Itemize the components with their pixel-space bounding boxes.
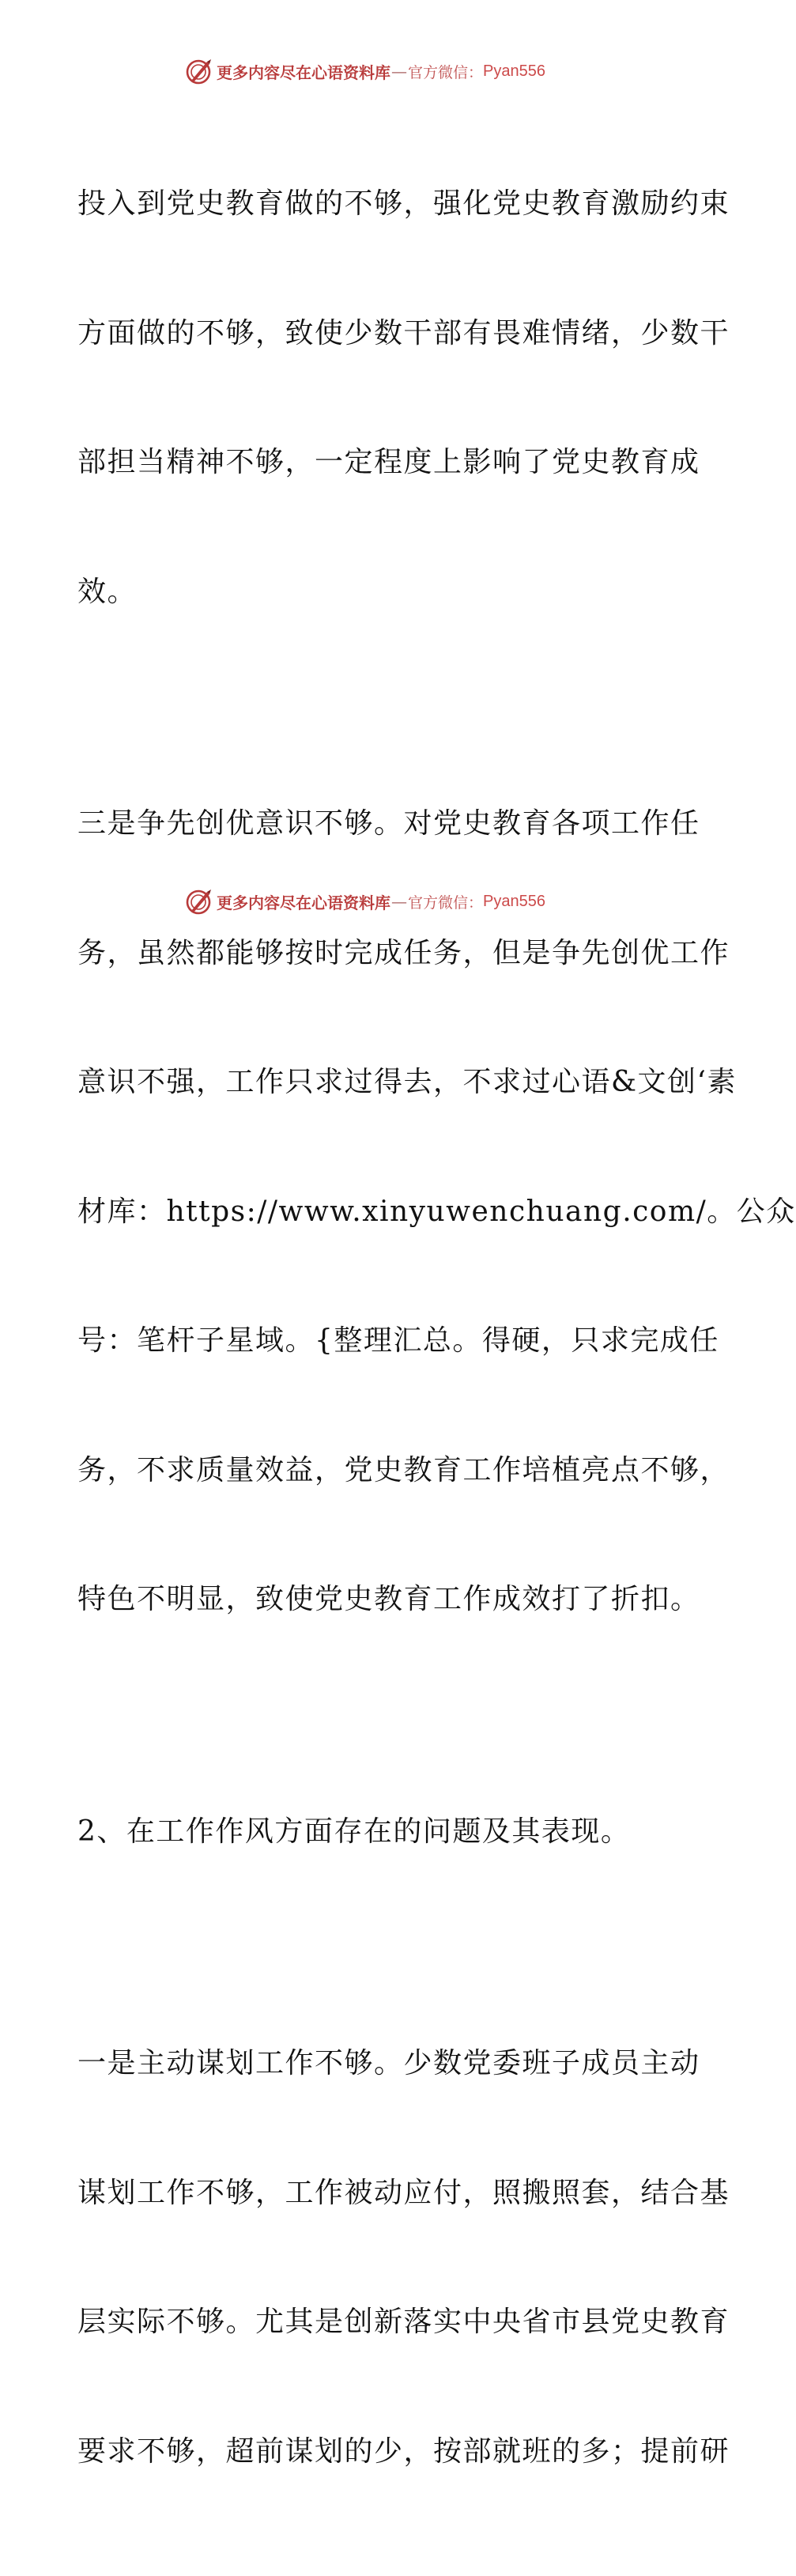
text-line: 务，不求质量效益，党史教育工作培植亮点不够，: [77, 1453, 730, 1486]
text-line: 谋划工作不够，工作被动应付，照搬照套，结合基: [77, 2176, 730, 2209]
document-body: [77, 96, 796, 2576]
text-line: 务，虽然都能够按时完成任务，但是争先创优工作: [77, 936, 730, 969]
pen-logo-icon: [185, 57, 213, 85]
text-line: 特色不明显，致使党史教育工作成效打了折扣。: [77, 1583, 700, 1615]
text-line: 层实际不够。尤其是创新落实中央省市县党史教育: [77, 2306, 730, 2338]
text-line: 投入到党史教育做的不够，强化党史教育激励约束: [77, 187, 730, 220]
text-line: 2、在工作作风方面存在的问题及其表现。: [77, 1815, 631, 1848]
text-line: 三是争先创优意识不够。对党史教育各项工作任: [77, 807, 700, 840]
wechat-id: Pyan556: [483, 892, 545, 910]
banner-dash: —: [391, 62, 407, 81]
text-line: 效。: [77, 575, 138, 608]
banner-text: 更多内容尽在心语资料库: [217, 893, 390, 912]
paragraph: [77, 1724, 678, 1940]
text-line: 部担当精神不够，一定程度上影响了党史教育成: [77, 446, 700, 478]
wechat-label: 官方微信：: [408, 893, 484, 912]
pen-logo-icon: [185, 887, 213, 916]
text-line: 意识不强，工作只求过得去，不求过心语&文创‘素: [77, 1066, 737, 1098]
header-banner: [185, 55, 545, 87]
wechat-id: Pyan556: [483, 62, 545, 80]
banner-dash: —: [391, 892, 407, 911]
text-line: 材库：https://www.xinyuwenchuang.com/。公众: [77, 1195, 796, 1228]
banner-text: 更多内容尽在心语资料库: [217, 62, 390, 82]
text-line: 一是主动谋划工作不够。少数党委班子成员主动: [77, 2047, 700, 2079]
paragraph: [77, 96, 730, 700]
text-line: 要求不够，超前谋划的少，按部就班的多；提前研: [77, 2434, 730, 2468]
wechat-label: 官方微信：: [408, 63, 484, 81]
paragraph: [77, 716, 796, 1708]
text-line: 方面做的不够，致使少数干部有畏难情绪，少数干: [77, 316, 730, 349]
text-line: 号：笔杆子星域。{整理汇总。得硬，只求完成任: [77, 1324, 719, 1357]
paragraph: [77, 1956, 730, 2559]
footer-banner: [185, 886, 545, 917]
